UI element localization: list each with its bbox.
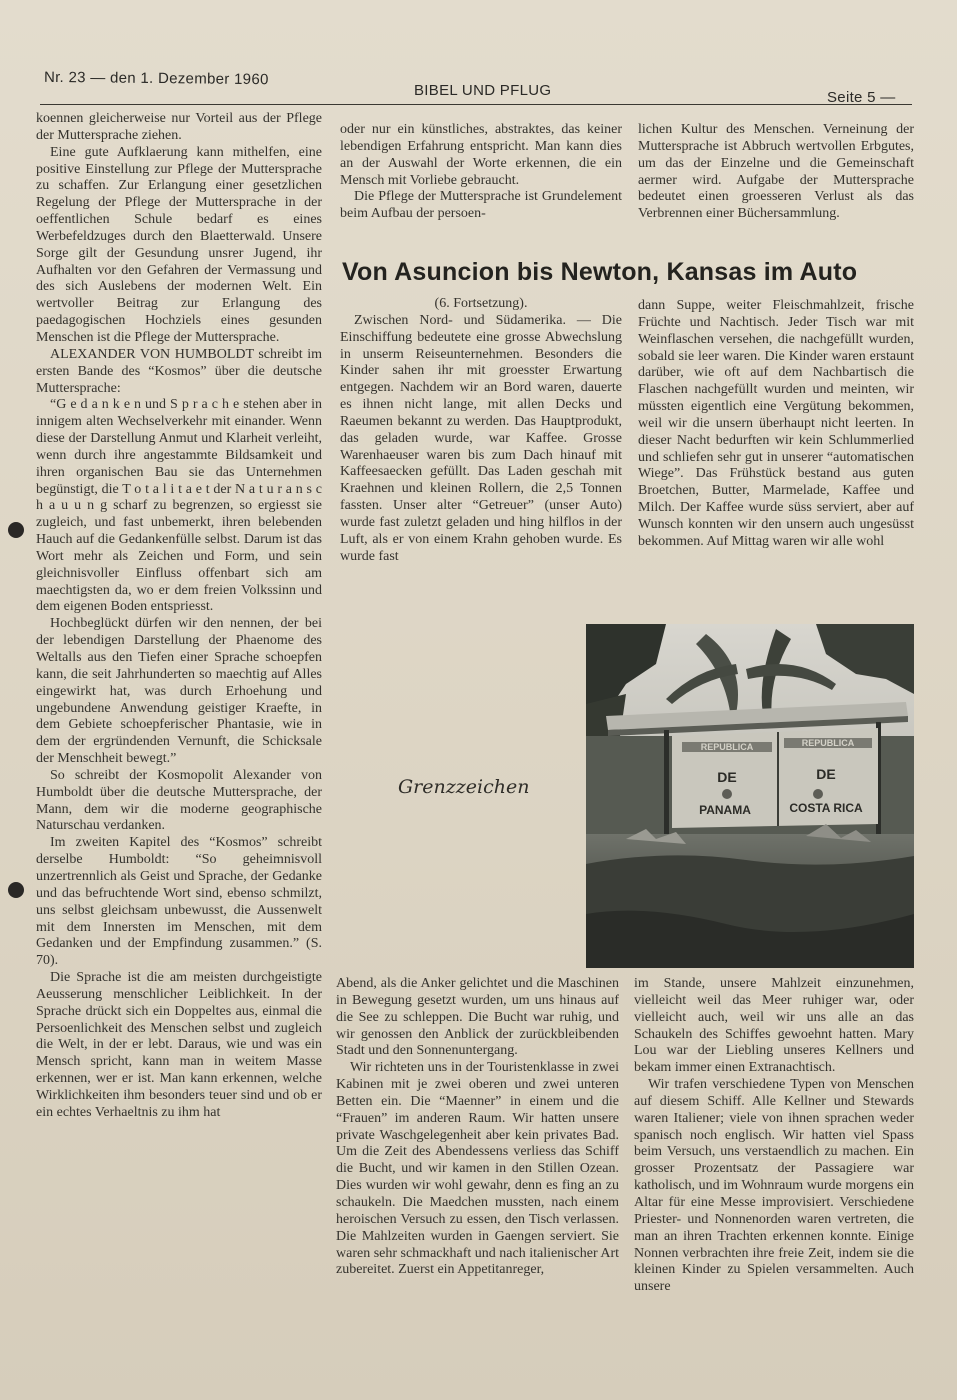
paragraph: lichen Kultur des Menschen. Verneinung der Muttersprache ist Abbruch wertvollen Erbgutes, um das der Einzelne und die Gemeinschaft aermer wird. Aufgabe der Muttersprache bedeutet einen groesseren Verlust als das Verbrennen einer Büchersammlung. — [638, 122, 914, 222]
sign-left-country: PANAMA — [699, 803, 751, 817]
paragraph: im Stande, unsere Mahlzeit einzunehmen, vielleicht weil das Meer ruhiger war, oder vielleicht auch, weil wir uns alle an das Schaukeln des Schiffes gewoehnt hatten. Mary Lou war der Liebling unseres Kellners und bekam immer einen Extranachtisch. — [634, 976, 914, 1076]
quote-paragraph: Hochbeglückt dürfen wir den nennen, der bei der lebendigen Darstellung der Phaenome des Weltalls aus den Tiefen einer Sprache schoepfen kann, die seit Jahrhunderten so maechtig auf Alles eingewirkt hat, was durch Erhoehung und ungebundene Anwendung geistiger Kraefte, in dem Gebiete schoepferischer Phantasie, wie in dem der ergründenden Vernunft, die Schicksale der Menschheit bewegt.” — [36, 616, 322, 767]
sign-right-country: COSTA RICA — [789, 801, 863, 815]
paragraph: So schreibt der Kosmopolit Alexander von Humboldt über die deutsche Muttersprache, der Mann, dem wir die moderne geographische Naturschau verdanken. — [36, 767, 322, 834]
paragraph: koennen gleicherweise nur Vorteil aus der Pflege der Muttersprache ziehen. — [36, 111, 322, 143]
column-3-top — [638, 122, 914, 244]
paragraph: Im zweiten Kapitel des “Kosmos” schreibt derselbe Humboldt: “So geheimnisvoll unzertrennlich als Geist und Sprache, der Gedanke und das befruchtende Wort sind, ebenso schmilzt, uns selbst gleichsam unbewusst, die Aussenwelt mit dem Innersten im Menschen, mit dem Gedanken und der Empfindung zusammen.” (S. 70). — [36, 835, 322, 969]
photo-caption: Grenzzeichen — [398, 776, 530, 798]
installment-note: (6. Fortsetzung). — [434, 296, 528, 311]
article-column-3 — [638, 298, 914, 610]
border-sign-image — [586, 624, 914, 968]
border-sign-photo — [586, 624, 914, 968]
page-number: Seite 5 — — [827, 89, 896, 106]
paragraph: Wir richteten uns in der Touristenklasse in zwei Kabinen mit je zwei oberen und zwei unteren Betten ein. Die “Maenner” in einem und die “Frauen” im anderen Raum. Wir hatten unsere private Waschgelegenheit aber kein privates Bad. Um die Zeit des Abendessens verliess das Schiff die Bucht, und wir kamen in den Stillen Ozean. Dies wurden wir wohl gewahr, denn es fing an zu schaukeln. Die Maedchen mussten, nach einem heroischen Versuch zu essen, den Tisch verlassen. Die Mahlzeiten wurden in Gaengen serviert. Sie waren sehr schmackhaft und nach italienischer Art zubereitet. Zuerst ein Appetitanreger, — [336, 1060, 619, 1278]
punch-hole — [8, 522, 24, 538]
article-column-2-bottom — [336, 976, 619, 1356]
sign-left-de: DE — [717, 769, 737, 785]
paragraph: ALEXANDER VON HUMBOLDT schreibt im ersten Bande des “Kosmos” über die deutsche Muttersprache: — [36, 346, 322, 396]
punch-hole — [8, 882, 24, 898]
issue-date: Nr. 23 — den 1. Dezember 1960 — [43, 68, 269, 89]
header-rule — [40, 104, 912, 105]
paragraph: Abend, als die Anker gelichtet und die Maschinen in Bewegung gesetzt wurden, um uns hinaus auf die See zu schleppen. Die Bucht war ruhig, und wir genossen den Anblick der zurückbleibenden Stadt und den Sonnenuntergang. — [336, 976, 619, 1059]
sign-left-republica: REPUBLICA — [700, 742, 754, 752]
paragraph: Eine gute Aufklaerung kann mithelfen, eine positive Einstellung zur Pflege der Muttersprache zu schaffen. Zur Erlangung einer gesetzlichen Regelung der Pflege der Muttersprache in der oeffentlichen Schule bedarf es eines Werbefeldzuges durch den Blaetterwald. Unsere Sorge gilt der Gesundung unsrer Jugend, ihr Aufhalten vor den Gefahren der Vermassung und des sich Auslebens der modernen Welt. Ein wertvoller Beitrag zur Erlangung des paedagogischen Hochziels eines gesunden Menschen ist die Pflege der Muttersprache. — [36, 144, 322, 345]
paragraph: Die Pflege der Muttersprache ist Grundelement beim Aufbau der persoen- — [340, 189, 622, 222]
paragraph: Wir trafen verschiedene Typen von Menschen auf diesem Schiff. Alle Kellner und Stewards waren Italiener; viele von ihnen sprachen weder spanisch noch englisch. Wir hatten viel Spass beim Versuch, uns verstaendlich zu machen. Ein grosser Prozentsatz der Passagiere war katholisch, und im Wohnraum wurde morgens ein Altar für eine Messe improvisiert. Verschiedene Priester- und Nonnenorden waren vertreten, die man an ihren Trachten erkennen konnte. Einige Nonnen verbrachten ihre freie Zeit, indem sie die kleinen Kinder zu Spielen versammelten. Auch unsere — [634, 1077, 914, 1295]
sign-right-republica: REPUBLICA — [801, 738, 855, 748]
article-headline: Von Asuncion bis Newton, Kansas im Auto — [342, 258, 858, 286]
article-column-2 — [340, 296, 622, 608]
sign-right-de: DE — [816, 766, 836, 782]
publication-title: BIBEL UND PFLUG — [414, 82, 552, 99]
paragraph: oder nur ein künstliches, abstraktes, das keiner lebendigen Erfahrung entspricht. Man kann dies an der Auswahl der Worte erkennen, die ein Mensch mit Vorliebe gebraucht. — [340, 122, 622, 188]
column-1 — [36, 111, 322, 1359]
quote-paragraph: “G e d a n k e n und S p r a c h e stehen aber in innigem alten Wechselverkehr mit einander. Wenn diese der Darstellung Anmut und Klarheit verleiht, wenn durch ihre angestammte Bildsamkeit und ihren organischen Bau sie das Unternehmen begünstigt, die T o t a l i t a e t der N a t u r a n s c h a u u n g scharf zu begrenzen, so ergiesst sie zugleich, und fast unbemerkt, ihren belebenden Hauch auf die Gedankenfülle selbst. Darum ist das Wort mehr als Zeichen und Form, und sein gleichnisvoller Einfluss offenbart sich am maechtigsten da, wo er dem freien Volkssinn und dem eigenen Boden entspriesst. — [36, 397, 322, 615]
paragraph: dann Suppe, weiter Fleischmahlzeit, frische Früchte und Nachtisch. Jeder Tisch war mit Weinflaschen versehen, die nachgefüllt wurden, sobald sie leer waren. Die Kinder waren erstaunt darüber, wie oft auf dem Nachbartisch die Flaschen nachgefüllt wurden und meinten, wir müssten eigentlich eine Vergütung bekommen, weil wir die unsern überhaupt nicht leerten. In dieser Nacht bedurften wir kein Schlummerlied und schliefen sehr gut in unserer “automatischen Wiege”. Das Frühstück bestand aus guten Broetchen, Butter, Marmelade, Kaffee und Milch. Der Kaffee wurde süss serviert, aber auf Wunsch konnten wir den unsern auch ungesüsst bekommen. Auf Mittag waren wir alle wohl — [638, 298, 914, 549]
column-2-top — [340, 122, 622, 242]
paragraph: Die Sprache ist die am meisten durchgeistigte Aeusserung menschlicher Leiblichkeit. In der Sprache drückt sich ein Doppeltes aus, einmal die Persoenlichkeit des Menschen selbst und zugleich die Welt, in der er lebt. Daraus, wie und was ein Mensch spricht, kann man in weitem Masse erkennen, wer er ist. Man kann erkennen, welche Wirklichkeiten ihm besonders teuer sind und ob er ein echtes Verhaeltnis zu ihm hat — [36, 970, 322, 1120]
article-column-3-bottom — [634, 976, 914, 1356]
paragraph: Zwischen Nord- und Südamerika. — Die Einschiffung bedeutete eine grosse Abwechslung in unserm Reiseunternehmen. Besonders die Kinder sahen ihr mit groesster Erwartung entgegen. Nachdem wir an Bord waren, dauerte es ihnen nicht lange, mit allen Decks und Raeumen bekannt zu werden. Das Hauptprodukt, das geladen wurde, war Kaffee. Grosse Warenhaeuser waren bis zum Dach hinauf mit Kaffeesaecken gefüllt. Das Laden geschah mit Kraehnen und kleinen Rollern, die 2,5 Tonnen fassten. Unser alter “Getreuer” (unser Auto) wurde fast zuletzt geladen und hing hilflos in der Luft, als er von einem Krahn gehoben wurde. Es wurde fast — [340, 312, 622, 564]
